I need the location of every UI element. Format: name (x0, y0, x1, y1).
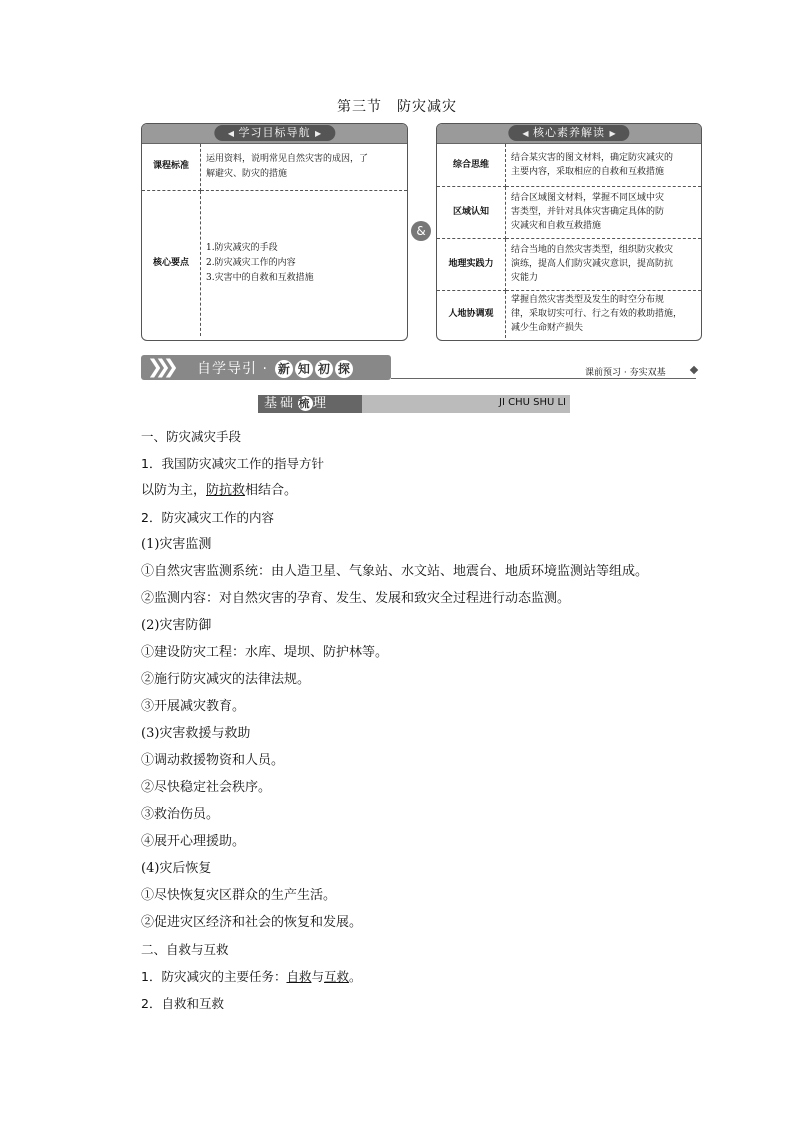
panel-header-label: ◀ 核心素养解读 ▶ (508, 125, 629, 141)
panel-header (142, 124, 407, 144)
question: 1．我国防灾减灾工作的指导方针 (141, 456, 324, 471)
table-row (142, 144, 407, 190)
question: 2．自救和互救 (141, 996, 224, 1011)
paragraph: ①建设防灾工程：水库、堤坝、防护林等。 (141, 645, 389, 660)
paragraph: ③开展减灾教育。 (141, 699, 246, 714)
learning-goals-table (142, 144, 407, 336)
triangle-left-icon: ◀ (227, 129, 234, 138)
paragraph: ③救治伤员。 (141, 807, 220, 822)
row-key: 核心要点 (142, 190, 201, 336)
document-body (141, 423, 701, 1017)
table-row (437, 186, 701, 238)
paragraph: ①尽快恢复灾区群众的生产生活。 (141, 888, 337, 903)
table-row (437, 144, 701, 186)
row-key: 地理实践力 (437, 238, 506, 290)
triangle-right-icon: ▶ (609, 129, 616, 138)
table-row (437, 238, 701, 290)
subsection-pinyin: JI CHU SHU LI (499, 397, 566, 408)
question: 2．防灾减灾工作的内容 (141, 510, 274, 525)
row-value: 结合某灾害的图文材料，确定防灾减灾的 主要内容，采取相应的自救和互救措施 (506, 144, 702, 186)
subsection-title: 基础 梳理 (258, 395, 362, 413)
section-heading: 一、防灾减灾手段 (141, 429, 242, 444)
paragraph: ②施行防灾减灾的法律法规。 (141, 672, 311, 687)
table-row (437, 290, 701, 338)
ampersand-icon: & (411, 221, 431, 241)
row-value: 掌握自然灾害类型及发生的时空分布规 律，采取切实可行、行之有效的救助措施， 减少生命财产损失 (511, 295, 683, 334)
paragraph: (3)灾害救援与救助 (141, 726, 251, 741)
row-key: 课程标准 (142, 144, 201, 190)
learning-goals-panel (141, 123, 408, 341)
panel-header (437, 124, 701, 144)
banner-subtitle: 课前预习 · 夯实双基 (585, 368, 666, 378)
paragraph: (1)灾害监测 (141, 537, 212, 552)
section-banner-title: 自学导引 · 新 知 初 探 (197, 358, 353, 378)
row-key: 综合思维 (437, 144, 506, 186)
paragraph: ①调动救援物资和人员。 (141, 753, 285, 768)
row-key: 区域认知 (437, 186, 506, 238)
row-value: 1.防灾减灾的手段 2.防灾减灾工作的内容 3.灾害中的自救和互救措施 (206, 242, 314, 283)
paragraph: (4)灾后恢复 (141, 861, 212, 876)
core-literacy-panel (436, 123, 702, 341)
section-banner (141, 355, 391, 380)
triangle-left-icon: ◀ (522, 129, 529, 138)
chevron-right-icon: ❯❯❯ (147, 356, 171, 378)
page-title: 第三节 防灾减灾 (337, 99, 457, 115)
divider (391, 378, 696, 379)
paragraph: ①自然灾害监测系统：由人造卫星、气象站、水文站、地震台、地质环境监测站等组成。 (141, 564, 649, 579)
panel-header-label: ◀ 学习目标导航 ▶ (214, 125, 335, 141)
row-key: 人地协调观 (437, 290, 506, 338)
row-value: 结合当地的自然灾害类型，组织防灾救灾 演练，提高人们防灾减灾意识，提高防抗 灾能力 (506, 238, 702, 290)
row-value: 运用资料，说明常见自然灾害的成因，了 解避灾、防灾的措施 (201, 144, 408, 190)
paragraph: ②监测内容：对自然灾害的孕育、发生、发展和致灾全过程进行动态监测。 (141, 591, 571, 606)
paragraph: ④展开心理援助。 (141, 834, 246, 849)
question: 1．防灾减灾的主要任务：自救与互救。 (141, 969, 362, 984)
triangle-right-icon: ▶ (315, 129, 322, 138)
answer: 以防为主，防抗救相结合。 (141, 483, 298, 498)
diamond-icon (690, 366, 698, 374)
paragraph: ②促进灾区经济和社会的恢复和发展。 (141, 915, 363, 930)
core-literacy-table (437, 144, 701, 338)
table-row (142, 190, 407, 336)
paragraph: ②尽快稳定社会秩序。 (141, 780, 272, 795)
row-value: 结合区域图文材料，掌握不同区域中灾 害类型，并针对具体灾害确定具体的防 灾减灾和自救互救措施 (506, 186, 702, 238)
subsection-banner (258, 395, 570, 413)
paragraph: (2)灾害防御 (141, 618, 212, 633)
section-heading: 二、自救与互救 (141, 942, 229, 957)
